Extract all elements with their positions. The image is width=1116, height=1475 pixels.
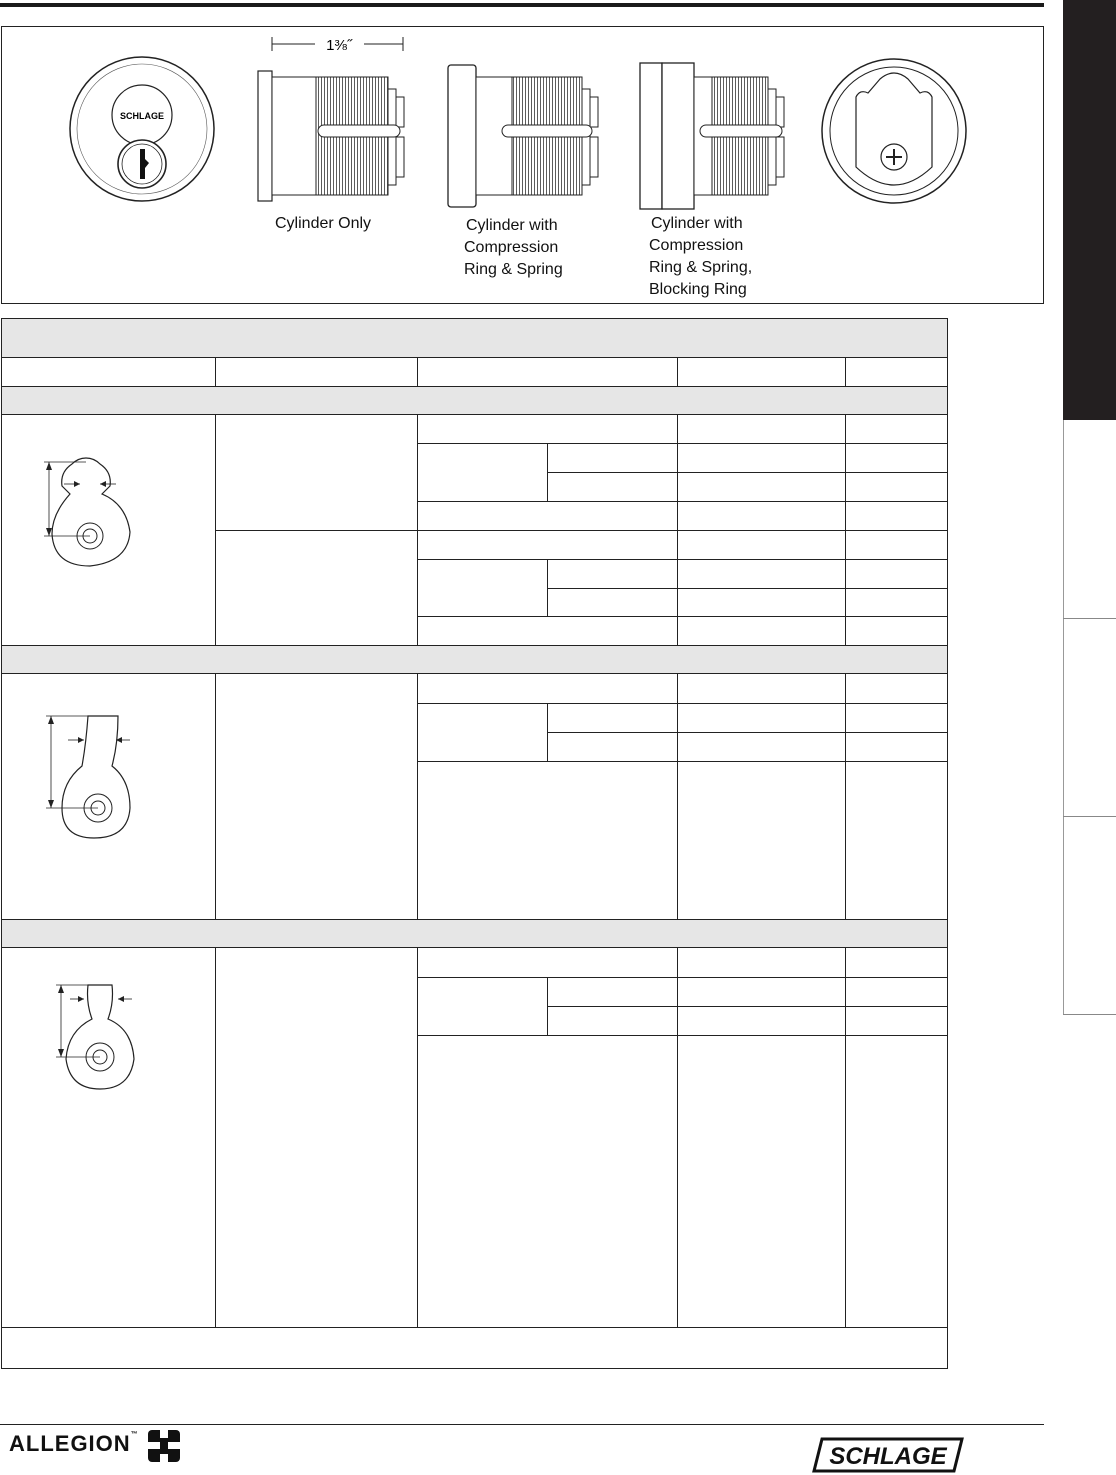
cylinder-with-blocking-ring-icon: [640, 63, 784, 209]
schlage-wordmark: SCHLAGE: [829, 1443, 947, 1470]
schlage-logo: [808, 1437, 968, 1473]
caption-cylinder-only: [275, 213, 371, 235]
section-band: [2, 386, 947, 414]
cam-icon: [32, 704, 142, 844]
caption-line: Ring & Spring: [464, 261, 563, 278]
caption-line: Blocking Ring: [649, 281, 747, 298]
caption-line: Compression: [649, 237, 744, 254]
table-title-band: [2, 319, 947, 357]
caption-line: Cylinder with: [651, 215, 743, 232]
section-band: [2, 645, 947, 673]
caption-line: Cylinder Only: [275, 215, 372, 232]
section-band: [2, 919, 947, 947]
allegion-logo: [9, 1431, 138, 1457]
section-tab-edge: [1063, 420, 1064, 1015]
allegion-wordmark: ALLEGION: [9, 1431, 131, 1456]
section-tab-divider: [1063, 1014, 1116, 1015]
cam-icon: [42, 979, 152, 1094]
cylinder-only-icon: [258, 71, 404, 201]
footer-rule: [0, 1424, 1044, 1425]
section-tab-divider: [1063, 816, 1116, 817]
cylinder-with-ring-icon: [448, 65, 598, 207]
section-tab-divider: [1063, 618, 1116, 619]
cylinder-face-icon: [70, 57, 214, 201]
cam-icon: [32, 444, 142, 569]
cylinder-rear-icon: [822, 59, 966, 203]
dimension-marker: [272, 37, 403, 54]
face-brand-label: SCHLAGE: [119, 111, 165, 121]
allegion-trademark: ™: [130, 1431, 138, 1438]
allegion-mark-icon: [146, 1428, 186, 1468]
top-rule: [0, 3, 1044, 7]
dimension-label: 1⅜˝: [326, 37, 352, 54]
section-tab-active[interactable]: [1063, 0, 1116, 420]
caption-line: Compression: [464, 239, 559, 256]
caption-cylinder-with-ring: [464, 215, 563, 281]
cam-spec-table: [1, 318, 948, 1369]
caption-cylinder-with-blocking-ring: [649, 213, 752, 301]
caption-line: Ring & Spring,: [649, 259, 753, 276]
caption-line: Cylinder with: [466, 217, 558, 234]
cylinder-figure-panel: [1, 26, 1044, 304]
